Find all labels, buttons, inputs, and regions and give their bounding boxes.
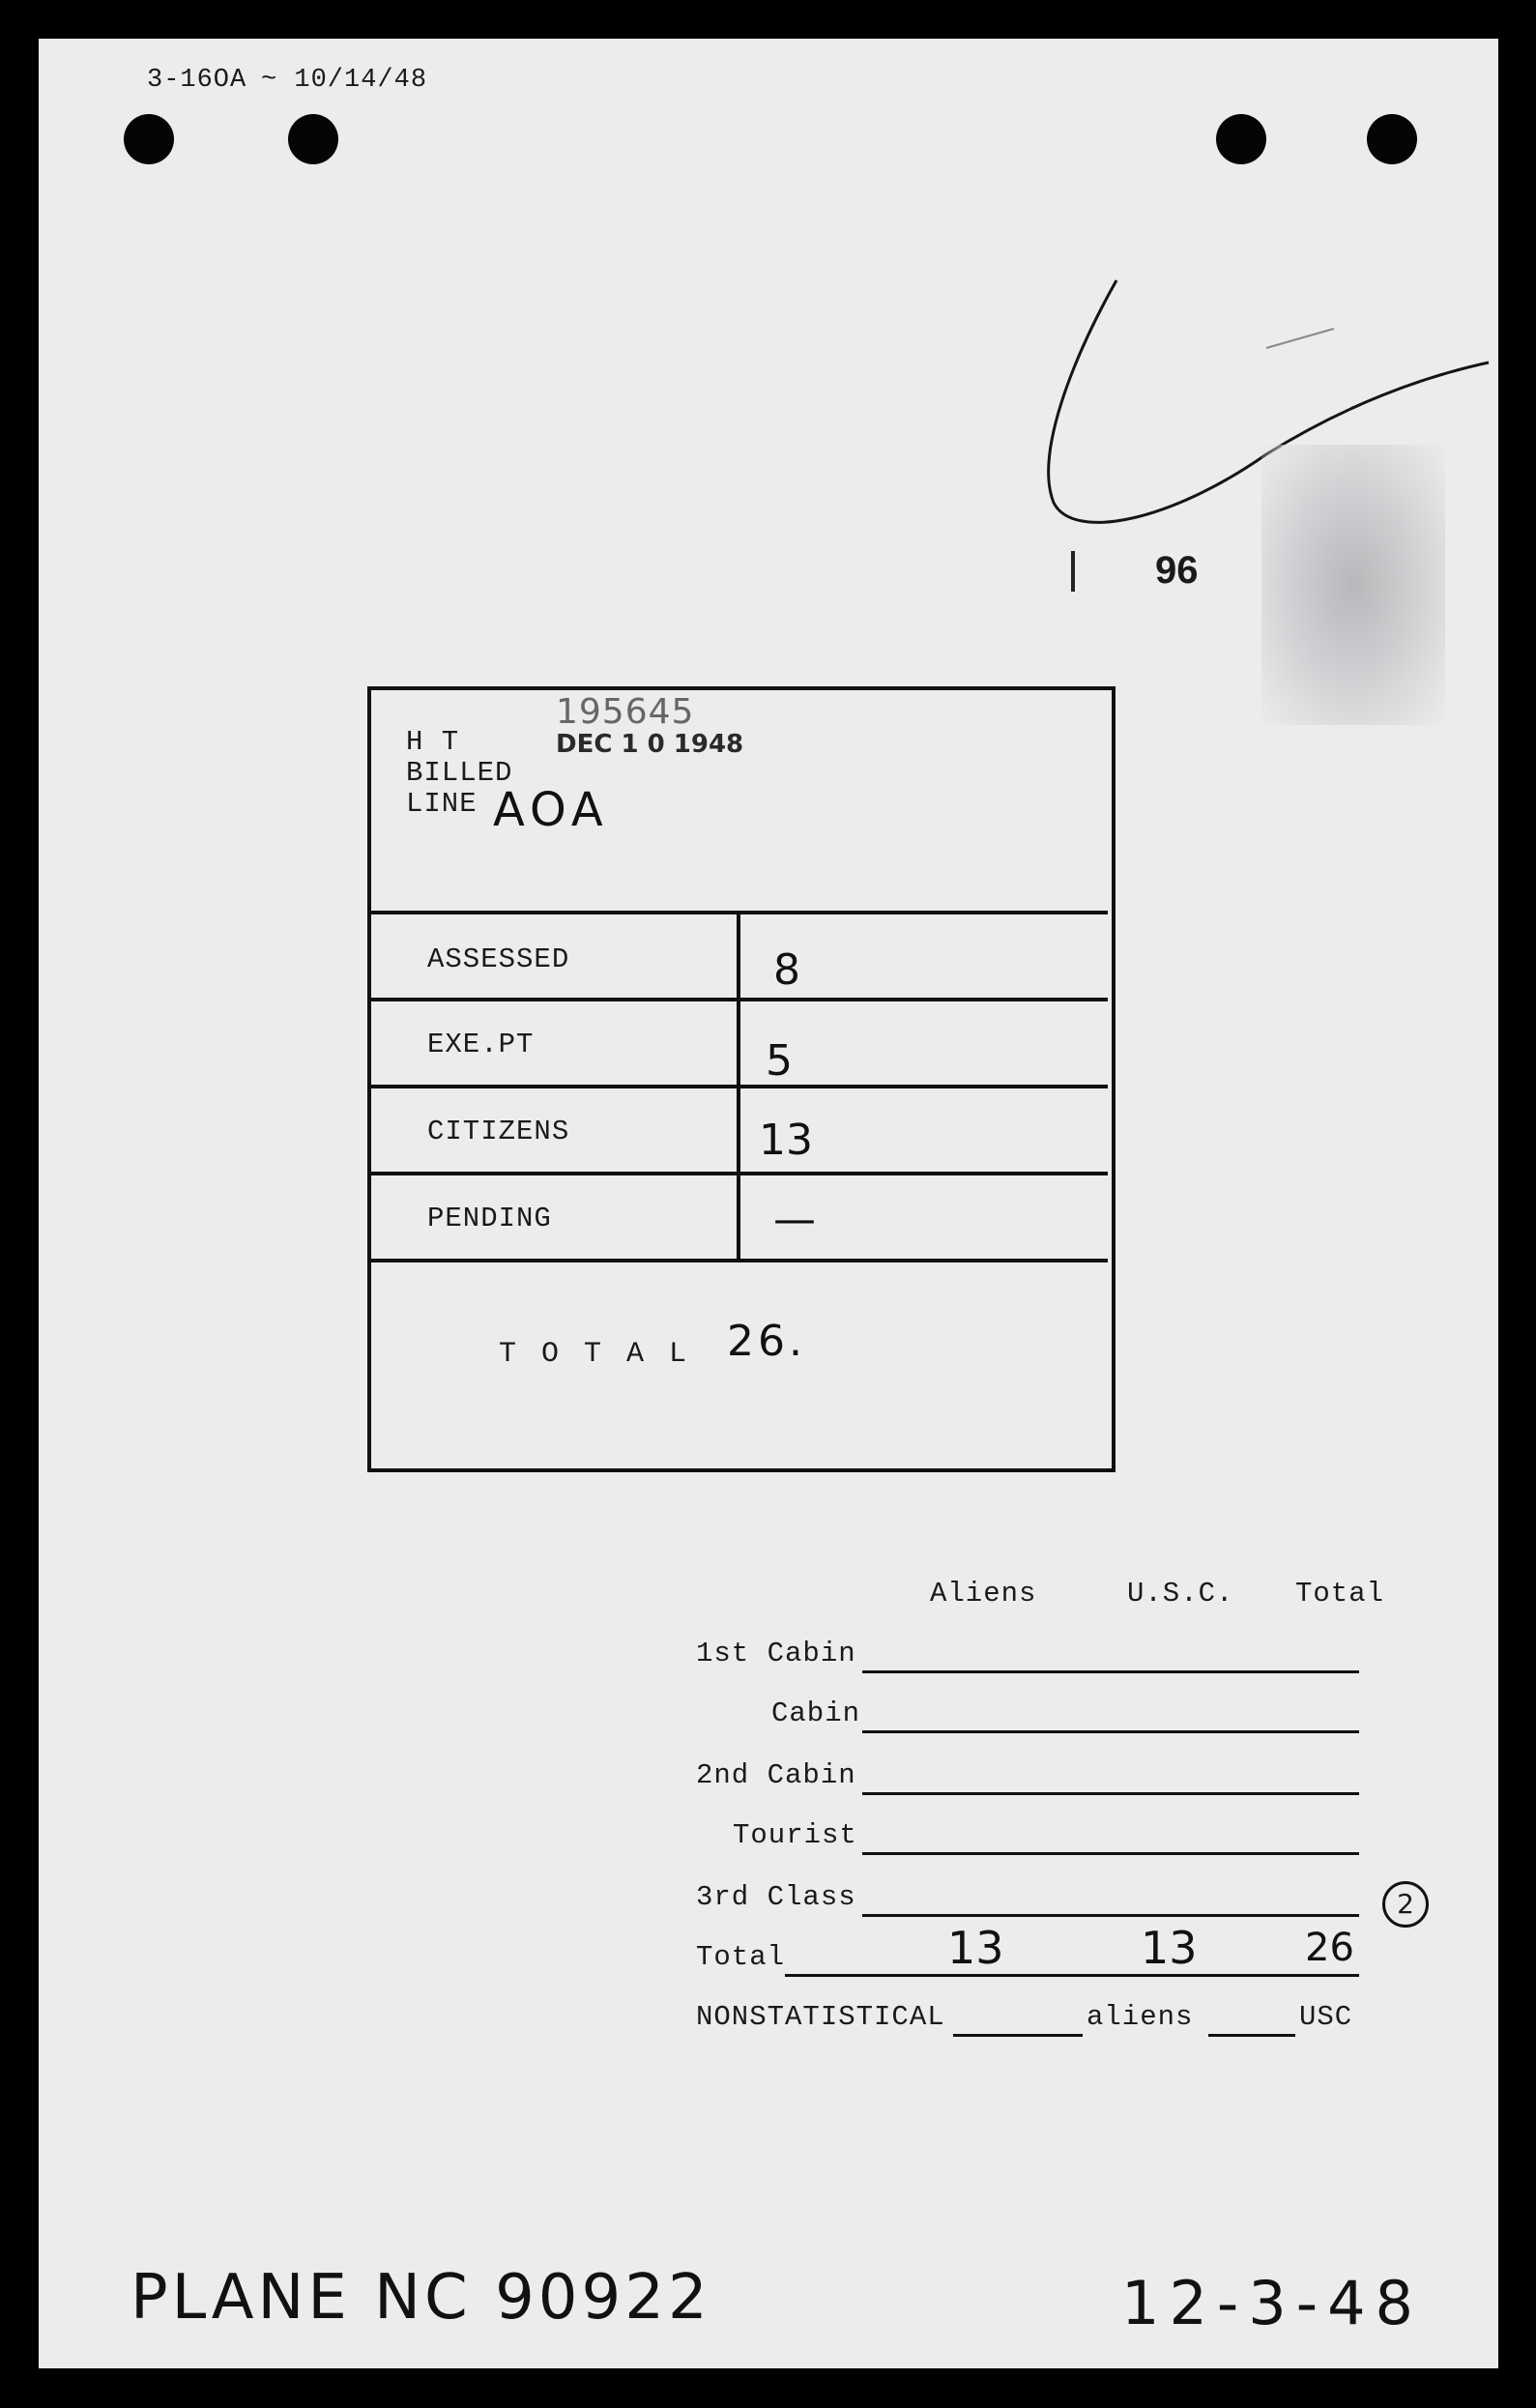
row-label-exempt: EXE.PT: [427, 1029, 535, 1060]
fill-line: [862, 1730, 1359, 1733]
label-billed: BILLED: [406, 757, 513, 789]
label-ht: H T: [406, 726, 460, 758]
stain: [1261, 445, 1445, 725]
fill-line: [1208, 2034, 1295, 2037]
tick-mark: [1071, 551, 1075, 592]
row-label-3rd-class: 3rd Class: [696, 1881, 856, 1913]
row-value-assessed: 8: [773, 945, 800, 995]
row-label-pending: PENDING: [427, 1203, 552, 1234]
row-label-assessed: ASSESSED: [427, 943, 570, 975]
row-value-pending: —: [773, 1195, 816, 1244]
form-date: ~ 10/14/48: [261, 66, 428, 95]
stamp-number: 195645: [556, 692, 695, 732]
column-divider: [737, 911, 740, 1259]
total-total-value: 26: [1305, 1926, 1354, 1970]
row-label-total: Total: [696, 1941, 786, 1973]
fill-line: [862, 1852, 1359, 1855]
column-header-total: Total: [1295, 1578, 1385, 1610]
circled-mark: 2: [1382, 1881, 1429, 1928]
page-number: 96: [1155, 549, 1199, 592]
row-label-tourist: Tourist: [733, 1819, 857, 1851]
punch-hole: [124, 114, 174, 164]
row-label-citizens: CITIZENS: [427, 1116, 570, 1147]
row-label-2nd-cabin: 2nd Cabin: [696, 1759, 856, 1791]
plane-number: PLANE NC 90922: [130, 2262, 711, 2334]
total-aliens-value: 13: [947, 1922, 1004, 1974]
column-header-usc: U.S.C.: [1127, 1578, 1234, 1610]
fill-line: [953, 2034, 1083, 2037]
nonstat-aliens-label: aliens: [1087, 2001, 1194, 2033]
total-value: 26.: [727, 1317, 806, 1366]
fill-line: [862, 1670, 1359, 1673]
punch-hole: [1367, 114, 1417, 164]
fill-line: [862, 1914, 1359, 1917]
punch-hole: [288, 114, 338, 164]
punch-hole: [1216, 114, 1266, 164]
row-value-exempt: 5: [766, 1036, 793, 1086]
total-label: T O T A L: [499, 1338, 691, 1371]
fill-line: [785, 1974, 1359, 1977]
nonstat-usc-label: USC: [1299, 2001, 1353, 2033]
form-number: 3-16OA: [147, 66, 247, 95]
row-label-1st-cabin: 1st Cabin: [696, 1638, 856, 1669]
row-value-citizens: 13: [759, 1116, 813, 1165]
nonstatistical-label: NONSTATISTICAL: [696, 2001, 945, 2033]
label-line: LINE: [406, 788, 478, 820]
total-usc-value: 13: [1141, 1922, 1198, 1974]
handwritten-date: 12-3-48: [1121, 2268, 1423, 2338]
row-label-cabin: Cabin: [771, 1697, 861, 1729]
divider: [371, 1259, 1108, 1262]
line-value: AOA: [493, 783, 609, 837]
stamp-date: DEC 1 0 1948: [556, 730, 744, 759]
document-page: [39, 39, 1498, 2368]
fill-line: [862, 1792, 1359, 1795]
column-header-aliens: Aliens: [930, 1578, 1037, 1610]
